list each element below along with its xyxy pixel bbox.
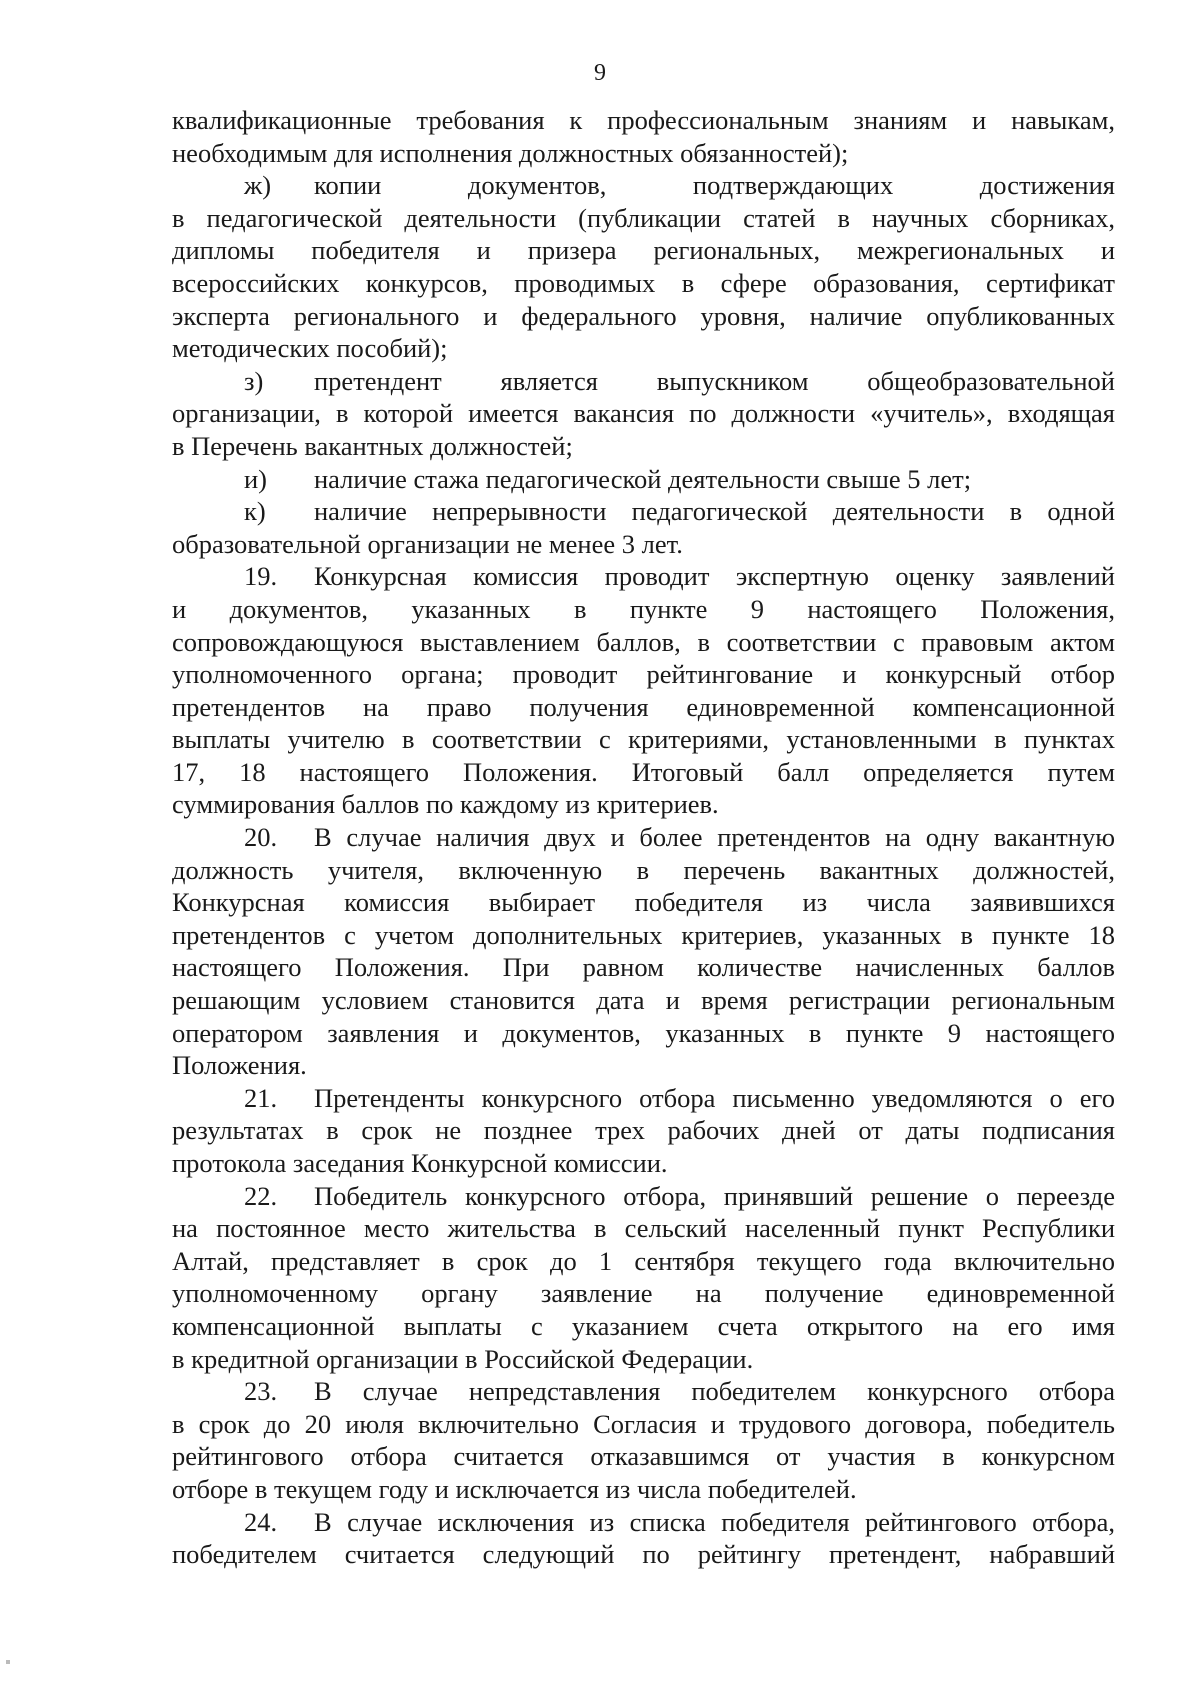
text-line (172, 1375, 1115, 1408)
line-text: Победитель конкурсного отбора, принявший решение о переезде (314, 1180, 1115, 1211)
text-line: в Перечень вакантных должностей; (172, 430, 573, 461)
text-line: эксперта регионального и федерального уровня, наличие опубликованных (172, 300, 1115, 331)
item-marker: 23. (244, 1376, 278, 1407)
text-line: Конкурсная комиссия выбирает победителя из числа заявившихся (172, 887, 1115, 918)
page-number: 9 (594, 60, 606, 86)
line-text: наличие стажа педагогической деятельности свыше 5 лет; (314, 463, 972, 494)
text-line: оператором заявления и документов, указанных в пункте 9 настоящего (172, 1017, 1115, 1048)
text-line: протокола заседания Конкурсной комиссии. (172, 1148, 668, 1178)
line-text: копии документов, подтверждающих достижения (314, 170, 1115, 201)
text-line: Алтай, представляет в срок до 1 сентября текущего года включительно (172, 1245, 1115, 1276)
text-line: 17, 18 настоящего Положения. Итоговый балл определяется путем (172, 756, 1115, 787)
text-line: на постоянное место жительства в сельский населенный пункт Республики (172, 1213, 1115, 1244)
text-line: дипломы победителя и призера региональных, межрегиональных и (172, 235, 1115, 266)
text-line: Положения. (172, 1050, 307, 1081)
text-line: организации, в которой имеется вакансия по должности «учитель», входящая (172, 398, 1115, 429)
text-line (172, 1082, 1115, 1115)
item-marker: 22. (244, 1180, 278, 1211)
text-line: сопровождающуюся выставлением баллов, в соответствии с правовым актом (172, 626, 1115, 657)
text-line (172, 1506, 1115, 1539)
scan-artifact (6, 1660, 10, 1664)
text-line: всероссийских конкурсов, проводимых в сфере образования, сертификат (172, 267, 1115, 298)
text-line: методических пособий); (172, 333, 448, 364)
text-line: рейтингового отбора считается отказавшимся от участия в конкурсном (172, 1441, 1115, 1472)
line-text: претендент является выпускником общеобразовательной (314, 365, 1115, 396)
text-line: победителем считается следующий по рейтингу претендент, набравший (172, 1539, 1115, 1570)
text-line (172, 1180, 1115, 1213)
text-line: отборе в текущем году и исключается из числа победителей. (172, 1473, 857, 1504)
text-line: в кредитной организации в Российской Федерации. (172, 1343, 754, 1374)
text-line: уполномоченному органу заявление на получение единовременной (172, 1278, 1115, 1309)
item-marker: и) (244, 463, 268, 494)
item-marker: 19. (244, 561, 278, 592)
text-line (172, 495, 1115, 528)
text-line: уполномоченного органа; проводит рейтингование и конкурсный отбор (172, 659, 1115, 690)
line-text: наличие непрерывности педагогической деятельности в одной (314, 496, 1115, 527)
line-text: Конкурсная комиссия проводит экспертную оценку заявлений (314, 561, 1115, 592)
item-marker: 21. (244, 1082, 278, 1113)
line-text: В случае наличия двух и более претендентов на одну вакантную (314, 822, 1115, 853)
text-line: и документов, указанных в пункте 9 настоящего Положения, (172, 593, 1115, 624)
text-line (172, 365, 1115, 398)
item-marker: 24. (244, 1506, 278, 1537)
text-line: претендентов с учетом дополнительных критериев, указанных в пункте 18 (172, 919, 1115, 950)
text-line (172, 169, 1115, 202)
item-marker: з) (244, 365, 264, 396)
text-line: должность учителя, включенную в перечень вакантных должностей, (172, 854, 1115, 885)
text-line: образовательной организации не менее 3 лет. (172, 528, 683, 559)
text-line: квалификационные требования к профессиональным знаниям и навыкам, (172, 105, 1115, 135)
item-marker: ж) (244, 170, 272, 201)
text-line (172, 560, 1115, 593)
text-line: настоящего Положения. При равном количестве начисленных баллов (172, 952, 1115, 983)
line-text: В случае исключения из списка победителя рейтингового отбора, (314, 1506, 1115, 1537)
text-line: выплаты учителю в соответствии с критериями, установленными в пунктах (172, 724, 1115, 755)
text-line: решающим условием становится дата и время регистрации региональным (172, 985, 1115, 1016)
text-line: в педагогической деятельности (публикации статей в научных сборниках, (172, 202, 1115, 233)
item-marker: 20. (244, 822, 278, 853)
item-marker: к) (244, 496, 266, 527)
text-line: необходимым для исполнения должностных обязанностей); (172, 137, 849, 168)
text-line (172, 463, 1115, 496)
text-line: результатах в срок не позднее трех рабочих дней от даты подписания (172, 1115, 1115, 1146)
text-line: компенсационной выплаты с указанием счета открытого на его имя (172, 1310, 1115, 1341)
text-line: в срок до 20 июля включительно Согласия и трудового договора, победитель (172, 1408, 1115, 1439)
text-line: суммирования баллов по каждому из критериев. (172, 789, 719, 820)
line-text: В случае непредставления победителем конкурсного отбора (314, 1376, 1115, 1407)
text-line: претендентов на право получения единовременной компенсационной (172, 691, 1115, 722)
document-body (172, 104, 1115, 1571)
text-line (172, 821, 1115, 854)
line-text: Претенденты конкурсного отбора письменно уведомляются о его (314, 1082, 1115, 1113)
